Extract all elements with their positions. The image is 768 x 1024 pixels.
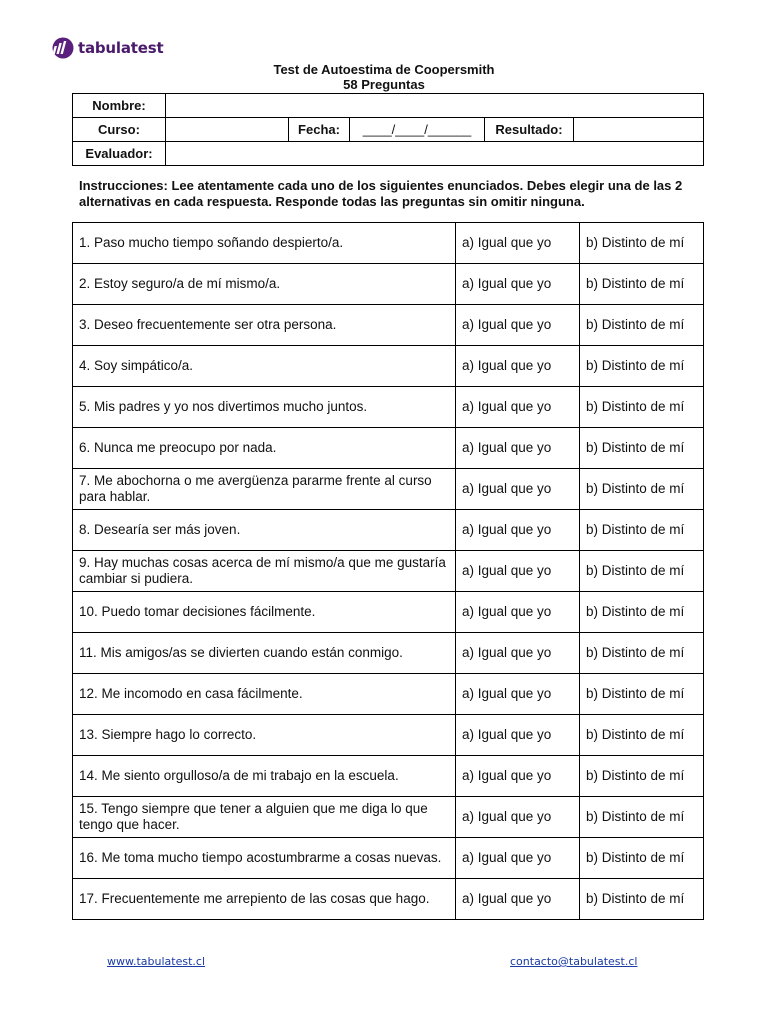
option-b[interactable]: b) Distinto de mí [580,510,704,551]
tabulatest-logo-icon [52,37,74,59]
question-text: 8. Desearía ser más joven. [73,510,456,551]
option-b[interactable]: b) Distinto de mí [580,551,704,592]
option-b[interactable]: b) Distinto de mí [580,592,704,633]
fecha-field[interactable]: ____/____/______ [350,118,485,142]
question-text: 2. Estoy seguro/a de mí mismo/a. [73,264,456,305]
question-text: 1. Paso mucho tiempo soñando despierto/a. [73,223,456,264]
option-b[interactable]: b) Distinto de mí [580,715,704,756]
info-table [72,93,704,166]
option-a[interactable]: a) Igual que yo [456,346,580,387]
question-row [73,223,704,264]
question-text: 4. Soy simpático/a. [73,346,456,387]
question-row [73,715,704,756]
option-a[interactable]: a) Igual que yo [456,879,580,920]
option-b[interactable]: b) Distinto de mí [580,838,704,879]
option-a[interactable]: a) Igual que yo [456,674,580,715]
question-text: 14. Me siento orgulloso/a de mi trabajo en la escuela. [73,756,456,797]
question-text: 7. Me abochorna o me avergüenza pararme frente al curso para hablar. [73,469,456,510]
option-b[interactable]: b) Distinto de mí [580,879,704,920]
resultado-field[interactable] [574,118,704,142]
question-text: 12. Me incomodo en casa fácilmente. [73,674,456,715]
question-row [73,633,704,674]
questions-table [72,222,704,920]
info-row-curso [73,118,704,142]
question-row [73,797,704,838]
question-text: 9. Hay muchas cosas acerca de mí mismo/a que me gustaría cambiar si pudiera. [73,551,456,592]
option-a[interactable]: a) Igual que yo [456,797,580,838]
question-row [73,674,704,715]
page-title [0,62,768,92]
option-a[interactable]: a) Igual que yo [456,428,580,469]
option-a[interactable]: a) Igual que yo [456,838,580,879]
nombre-field[interactable] [166,94,704,118]
curso-field[interactable] [166,118,289,142]
option-b[interactable]: b) Distinto de mí [580,264,704,305]
option-a[interactable]: a) Igual que yo [456,633,580,674]
fecha-label: Fecha: [289,118,350,142]
info-row-nombre [73,94,704,118]
option-a[interactable]: a) Igual que yo [456,510,580,551]
question-row [73,387,704,428]
question-row [73,838,704,879]
question-row [73,305,704,346]
question-row [73,469,704,510]
resultado-label: Resultado: [485,118,574,142]
question-text: 3. Deseo frecuentemente ser otra persona. [73,305,456,346]
option-a[interactable]: a) Igual que yo [456,469,580,510]
question-row [73,756,704,797]
website-link[interactable]: www.tabulatest.cl [107,955,206,968]
question-row [73,346,704,387]
question-text: 16. Me toma mucho tiempo acostumbrarme a cosas nuevas. [73,838,456,879]
option-a[interactable]: a) Igual que yo [456,756,580,797]
subtitle-line: 58 Preguntas [343,77,425,92]
option-a[interactable]: a) Igual que yo [456,387,580,428]
instructions: Instrucciones: Lee atentamente cada uno de los siguientes enunciados. Debes elegir una de las 2 alternativas en cada respuesta. Responde todas las preguntas sin omitir ninguna. [79,178,683,209]
option-a[interactable]: a) Igual que yo [456,592,580,633]
option-b[interactable]: b) Distinto de mí [580,387,704,428]
question-row [73,264,704,305]
question-text: 17. Frecuentemente me arrepiento de las cosas que hago. [73,879,456,920]
option-a[interactable]: a) Igual que yo [456,264,580,305]
option-b[interactable]: b) Distinto de mí [580,469,704,510]
info-row-evaluador [73,142,704,166]
evaluador-label: Evaluador: [73,142,166,166]
question-text: 10. Puedo tomar decisiones fácilmente. [73,592,456,633]
question-text: 15. Tengo siempre que tener a alguien que me diga lo que tengo que hacer. [73,797,456,838]
nombre-label: Nombre: [73,94,166,118]
option-b[interactable]: b) Distinto de mí [580,756,704,797]
brand-name: tabulatest [78,39,164,57]
option-b[interactable]: b) Distinto de mí [580,305,704,346]
option-a[interactable]: a) Igual que yo [456,223,580,264]
question-text: 5. Mis padres y yo nos divertimos mucho juntos. [73,387,456,428]
option-b[interactable]: b) Distinto de mí [580,633,704,674]
question-text: 13. Siempre hago lo correcto. [73,715,456,756]
option-a[interactable]: a) Igual que yo [456,715,580,756]
question-text: 11. Mis amigos/as se divierten cuando están conmigo. [73,633,456,674]
evaluador-field[interactable] [166,142,704,166]
question-row [73,879,704,920]
option-a[interactable]: a) Igual que yo [456,305,580,346]
option-b[interactable]: b) Distinto de mí [580,674,704,715]
question-row [73,428,704,469]
question-row [73,551,704,592]
question-row [73,510,704,551]
curso-label: Curso: [73,118,166,142]
question-row [73,592,704,633]
title-line: Test de Autoestima de Coopersmith [273,62,495,77]
option-b[interactable]: b) Distinto de mí [580,428,704,469]
option-b[interactable]: b) Distinto de mí [580,346,704,387]
brand-logo [52,37,163,59]
question-text: 6. Nunca me preocupo por nada. [73,428,456,469]
option-b[interactable]: b) Distinto de mí [580,797,704,838]
option-a[interactable]: a) Igual que yo [456,551,580,592]
option-b[interactable]: b) Distinto de mí [580,223,704,264]
email-link[interactable]: contacto@tabulatest.cl [510,955,638,968]
